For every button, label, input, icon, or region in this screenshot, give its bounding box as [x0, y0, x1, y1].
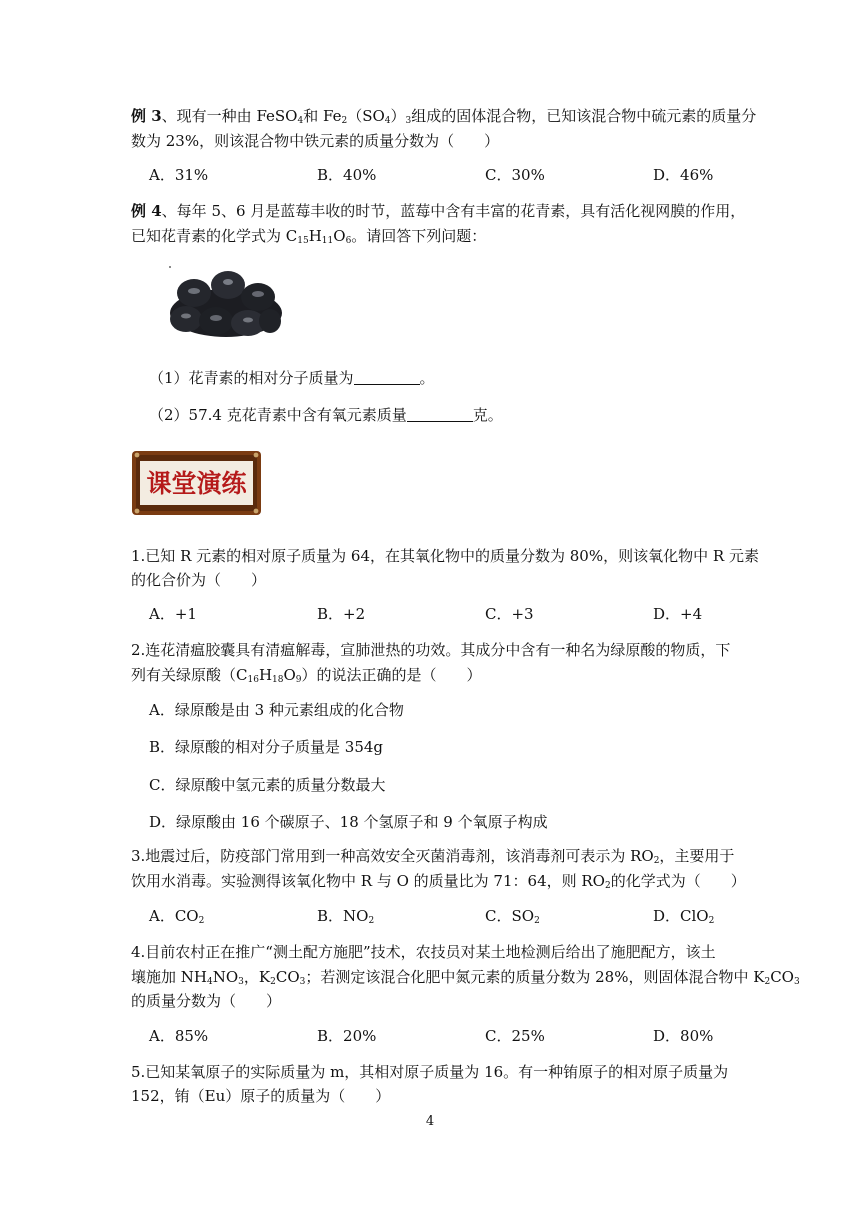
problem-3-option-d — [653, 906, 714, 926]
example-4-line-1 — [131, 201, 745, 221]
problem-2-option-b: B．绿原酸的相对分子质量是 354g — [149, 738, 384, 756]
text: O — [333, 227, 346, 245]
text: C．SO — [485, 907, 535, 925]
text: （1）花青素的相对分子质量为 — [149, 369, 354, 387]
problem-1-option-d: D．+4 — [653, 605, 703, 623]
problem-2-option-c: C．绿原酸中氢元素的质量分数最大 — [149, 776, 386, 794]
classroom-practice-sign — [131, 449, 262, 517]
example-4-question-1 — [149, 368, 435, 388]
problem-5-line-1: 5.已知某氧原子的实际质量为 m，其相对原子质量为 16。有一种铕原子的相对原子质量为 — [131, 1063, 729, 1081]
problem-2-line-1: 2.连花清瘟胶囊具有清瘟解毒，宣肺泄热的功效。其成分中含有一种名为绿原酸的物质，下 — [131, 641, 731, 659]
answer-blank — [407, 407, 473, 422]
problem-4-line-2 — [131, 967, 800, 987]
problem-2-option-d: D．绿原酸由 16 个碳原子、18 个氢原子和 9 个氧原子构成 — [149, 813, 548, 831]
text: ，主要用于 — [659, 847, 735, 865]
subscript: 2 — [764, 977, 771, 987]
problem-4-line-1: 4.目前农村正在推广“测土配方施肥”技术，农技员对某土地检测后给出了施肥配方，该土 — [131, 943, 716, 961]
blueberry-image — [166, 263, 282, 341]
text: ，K — [243, 968, 271, 986]
example-3-option-c: C．30% — [485, 166, 545, 184]
problem-4-option-d: D．80% — [653, 1027, 714, 1045]
text: 克。 — [472, 406, 503, 424]
text: NO — [212, 968, 239, 986]
text: （2）57.4 克花青素中含有氧元素质量 — [149, 406, 407, 424]
text: A．CO — [149, 907, 199, 925]
text: H — [308, 227, 322, 245]
subscript: 3 — [405, 116, 412, 126]
answer-blank — [354, 370, 420, 385]
problem-1-line-1: 1.已知 R 元素的相对原子质量为 64，在其氧化物中的质量分数为 80%，则该氧化物中 R 元素 — [131, 547, 759, 565]
text: ）的说法正确的是（ ） — [301, 666, 482, 684]
text: 。请回答下列问题： — [351, 227, 487, 245]
problem-4-line-3: 的质量分数为（ ） — [131, 992, 282, 1010]
example-3-line-1 — [131, 106, 756, 126]
text: 、每年 5、6 月是蓝莓丰收的时节，蓝莓中含有丰富的花青素，具有活化视网膜的作用， — [161, 202, 746, 220]
text: 和 Fe — [303, 107, 342, 125]
subscript: 2 — [653, 856, 660, 866]
problem-4-option-a: A．85% — [149, 1027, 209, 1045]
text: ） — [390, 107, 406, 125]
text: 3.地震过后，防疫部门常用到一种高效安全灭菌消毒剂，该消毒剂可表示为 RO — [131, 847, 654, 865]
subscript: 4 — [206, 977, 213, 987]
problem-1-line-2: 的化合价为（ ） — [131, 571, 267, 589]
example-4-line-2 — [131, 226, 486, 246]
example-3-line-2: 数为 23%，则该混合物中铁元素的质量分数为（ ） — [131, 132, 500, 150]
problem-3-option-a — [149, 906, 204, 926]
example-4-question-2 — [149, 405, 503, 425]
text: 壤施加 NH — [131, 968, 207, 986]
subscript: 16 — [247, 675, 259, 685]
subscript: 18 — [272, 675, 284, 685]
subscript: 2 — [534, 916, 540, 926]
text: B．NO — [317, 907, 369, 925]
subscript: 11 — [321, 236, 334, 246]
text: 已知花青素的化学式为 C — [131, 227, 298, 245]
subscript: 15 — [297, 236, 309, 246]
problem-1-option-a: A．+1 — [149, 605, 197, 623]
problem-4-option-c: C．25% — [485, 1027, 545, 1045]
example-4-label: 例 4 — [131, 202, 162, 220]
problem-3-line-2 — [131, 871, 746, 891]
text: H — [258, 666, 273, 684]
example-3-label: 例 3 — [131, 107, 162, 125]
subscript: 3 — [793, 977, 800, 987]
example-3-option-a: A．31% — [149, 166, 209, 184]
problem-4-option-b: B．20% — [317, 1027, 377, 1045]
text: （SO — [347, 107, 385, 125]
text: O — [283, 666, 296, 684]
text: 列有关绿原酸（C — [131, 666, 248, 684]
problem-2-option-a: A．绿原酸是由 3 种元素组成的化合物 — [149, 701, 404, 719]
subscript: 6 — [345, 236, 352, 246]
problem-5-line-2: 152，铕（Eu）原子的质量为（ ） — [131, 1087, 391, 1105]
text: 饮用水消毒。实验测得该氧化物中 R 与 O 的质量比为 71：64，则 RO — [131, 872, 605, 890]
text: ；若测定该混合化肥中氮元素的质量分数为 28%，则固体混合物中 K — [305, 968, 765, 986]
subscript: 2 — [368, 916, 375, 926]
subscript: 3 — [299, 977, 306, 987]
sign-text: 课堂演练 — [146, 469, 247, 498]
problem-3-line-1 — [131, 846, 734, 866]
subscript: 4 — [384, 116, 391, 126]
subscript: 2 — [341, 116, 348, 126]
subscript: 2 — [198, 916, 205, 926]
subscript: 4 — [297, 116, 304, 126]
text: CO — [770, 968, 794, 986]
example-3-option-d: D．46% — [653, 166, 714, 184]
example-3-option-b: B．40% — [317, 166, 377, 184]
subscript: 3 — [238, 977, 244, 987]
problem-2-line-2 — [131, 665, 482, 685]
text: 的化学式为（ ） — [610, 872, 746, 890]
subscript: 2 — [604, 881, 611, 891]
text: 、现有一种由 FeSO — [161, 107, 298, 125]
problem-3-option-b — [317, 906, 374, 926]
problem-1-option-c: C．+3 — [485, 605, 534, 623]
text: 。 — [419, 369, 435, 387]
subscript: 2 — [708, 916, 715, 926]
problem-1-option-b: B．+2 — [317, 605, 366, 623]
text: CO — [275, 968, 300, 986]
problem-3-option-c — [485, 906, 540, 926]
text: D．ClO — [653, 907, 709, 925]
page-number: 4 — [425, 1114, 435, 1129]
subscript: 9 — [295, 675, 302, 685]
subscript: 2 — [270, 977, 276, 987]
text: 组成的固体混合物，已知该混合物中硫元素的质量分 — [411, 107, 757, 125]
